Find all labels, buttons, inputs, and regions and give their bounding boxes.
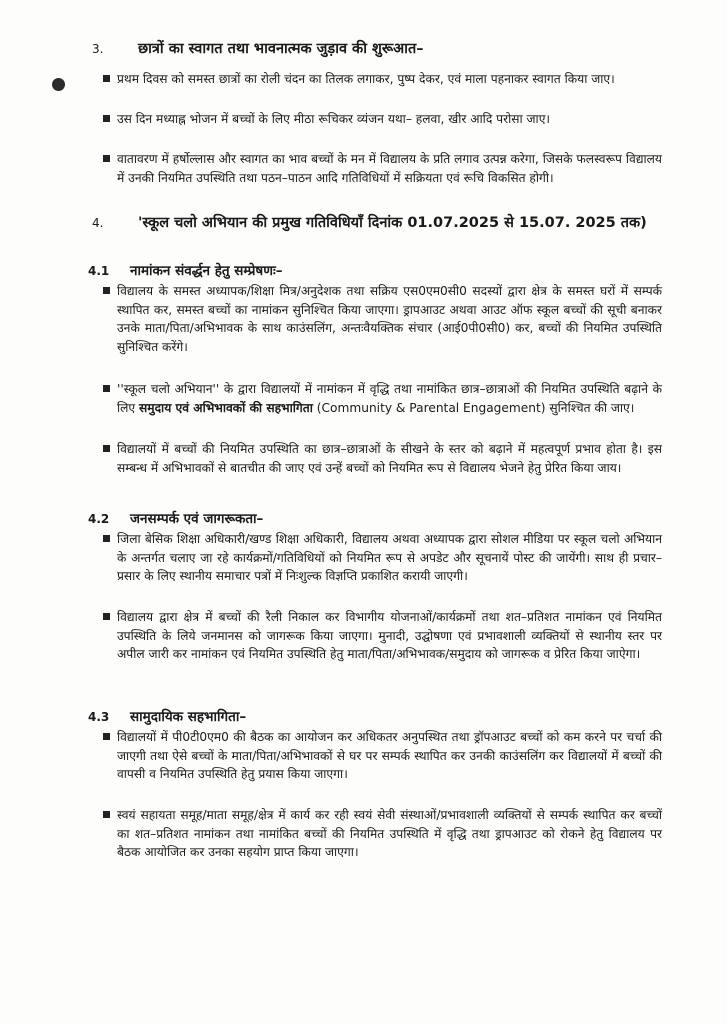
list-item: प्रथम दिवस को समस्त छात्रों का रोली चंदन का तिलक लगाकर, पुष्प देकर, एवं माला पहनाकर स्वागत किया जाए। bbox=[117, 70, 662, 89]
document-page: 3. छात्रों का स्वागत तथा भावनात्मक जुड़ाव की शुरूआत– प्रथम दिवस को समस्त छात्रों का रोली चंदन का तिलक लगाकर, पुष्प देकर, एवं माला पहनाकर स्वागत किया जाए। उस दिन मध्याह्न भोजन में बच्चों के लिए मीठा रूचिकर व्यंजन यथा– हलवा, खीर आदि परोसा जाए। वातावरण में हर्षोल्लास और स्वागत का भाव बच्चों के मन में विद्यालय के प्रति लगाव उत्पन्न करेगा, जिसके फलस्वरूप विद्यालय में उनकी नियमित उपस्थिति तथा पठन–पाठन आदि गतिविधियों में सक्रियता एवं रूचि विकसित होगी। 4. 'स्कूल चलो अभियान की प्रमुख गतिविधियाँ दिनांक 01.07.2025 से 15.07. 2025 तक) 4.1 नामांकन संवर्द्धन हेतु सम्प्रेषणः– विद्यालय के समस्त अध्यापक/शिक्षा मित्र/अनुदेशक तथा सक्रिय एस0एम0सी0 सदस्यों द्वारा क्षेत्र के समस्त घरों में सम्पर्क स्थापित कर, समस्त बच्चों का नामांकन सुनिश्चित किया जाएगा। ड्रापआउट अथवा आउट ऑफ स्कूल बच्चों की सूची बनाकर उनके माता/पिता/अभिभावक के साथ काउंसलिंग, अन्तःवैयक्तिक संचार (आई0पी0सी0) कर, बच्चों की नियमित उपस्थिति सुनिश्चित करेंगे। ''स्कूल चलो अभियान'' के द्वारा विद्यालयों में नामांकन में वृद्धि तथा नामांकित छात्र–छात्राओं की नियमित उपस्थिति बढ़ाने के लिए समुदाय एवं अभिभावकों की सहभागिता (Community & Parental Engagement) सुनिश्चित की जाए। विद्यालयों में बच्चों की नियमित उपस्थिति का छात्र–छात्राओं के सीखने के स्तर को बढ़ाने में महत्वपूर्ण प्रभाव होता है। इस सम्बन्ध में अभिभावकों से बातचीत की जाए एवं उन्हें बच्चों को नियमित रूप से विद्यालय भेजने हेतु प्रेरित किया जाय। 4.2 जनसम्पर्क एवं जागरूकता– जिला बेसिक शिक्षा अधिकारी/खण्ड शिक्षा अधिकारी, विद्यालय अथवा अध्यापक द्वारा सोशल मीडिया पर स्कूल चलो अभियान के अन्तर्गत चलाए जा रहे कार्यक्रमों/गतिविधियों को नियमित रूप से अपडेट और सूचनायें पोस्ट की जायेंगी। साथ ही प्रचार–प्रसार के लिए स्थानीय समाचार पत्रों में निःशुल्क विज्ञप्ति प्रकाशित करायी जाएगी। विद्यालय द्वारा क्षेत्र में बच्चों की रैली निकाल कर विभागीय योजनाओं/कार्यक्रमों तथा शत–प्रतिशत नामांकन एवं नियमित उपस्थिति के लिये जनमानस को जागरूक किया जाएगा। मुनादी, उद्घोषणा एवं प्रभावशाली व्यक्तियों से स्थानीय स्तर पर अपील जारी कर नामांकन एवं नियमित उपस्थिति हेतु माता/पिता/अभिभावक/समुदाय को जागरूक व प्रेरित किया जाऐगा। 4.3 सामुदायिक सहभागिता– विद्यालयों में पी0टी0एम0 की बैठक का आयोजन कर अधिकतर अनुपस्थित तथा ड्रॉपआउट बच्चों को कम करने पर चर्चा की जाएगी तथा ऐसे बच्चों के माता/पिता/अभिभावकों से घर पर सम्पर्क स्थापित कर उनकी काउंसलिंग कर विद्यालयों में बच्चों की वापसी व नियमित उपस्थिति हेतु प्रयास किया जाएगा। स्वयं सहायता समूह/माता समूह/क्षेत्र में कार्य कर रही स्वयं सेवी संस्थाओं/प्रभावशाली व्यक्तियों से सम्पर्क स्थापित कर बच्चों का शत–प्रतिशत नामांकन तथा नामांकित बच्चों की नियमित उपस्थिति में वृद्धि तथा ड्रापआउट को रोकने हेतु विद्यालय पर बैठक आयोजित कर उनका सहयोग प्राप्त किया जाएगा। bbox=[0, 0, 727, 1024]
bullet-icon bbox=[103, 445, 110, 452]
list-item: विद्यालय द्वारा क्षेत्र में बच्चों की रैली निकाल कर विभागीय योजनाओं/कार्यक्रमों तथा शत–प्रतिशत नामांकन एवं नियमित उपस्थिति के लिये जनमानस को जागरूक किया जाएगा। मुनादी, उद्घोषणा एवं प्रभावशाली व्यक्तियों से स्थानीय स्तर पर अपील जारी कर नामांकन एवं नियमित उपस्थिति हेतु माता/पिता/अभिभावक/समुदाय को जागरूक व प्रेरित किया जाऐगा। bbox=[117, 608, 662, 664]
punch-hole bbox=[52, 78, 65, 91]
bullet-icon bbox=[103, 287, 110, 294]
bullet-icon bbox=[103, 811, 110, 818]
list-item: विद्यालय के समस्त अध्यापक/शिक्षा मित्र/अनुदेशक तथा सक्रिय एस0एम0सी0 सदस्यों द्वारा क्षेत्र के समस्त घरों में सम्पर्क स्थापित कर, समस्त बच्चों का नामांकन सुनिश्चित किया जाएगा। ड्रापआउट अथवा आउट ऑफ स्कूल बच्चों की सूची बनाकर उनके माता/पिता/अभिभावक के साथ काउंसलिंग, अन्तःवैयक्तिक संचार (आई0पी0सी0) कर, बच्चों की नियमित उपस्थिति सुनिश्चित करेंगे। bbox=[117, 282, 662, 356]
list-item: विद्यालयों में बच्चों की नियमित उपस्थिति का छात्र–छात्राओं के सीखने के स्तर को बढ़ाने में महत्वपूर्ण प्रभाव होता है। इस सम्बन्ध में अभिभावकों से बातचीत की जाए एवं उन्हें बच्चों को नियमित रूप से विद्यालय भेजने हेतु प्रेरित किया जाय। bbox=[117, 440, 662, 477]
bullet-icon bbox=[103, 115, 110, 122]
list-item: उस दिन मध्याह्न भोजन में बच्चों के लिए मीठा रूचिकर व्यंजन यथा– हलवा, खीर आदि परोसा जाए। bbox=[117, 110, 662, 129]
section-title: 'स्कूल चलो अभियान की प्रमुख गतिविधियाँ दिनांक 01.07.2025 से 15.07. 2025 तक) bbox=[138, 215, 647, 231]
bullet-icon bbox=[103, 155, 110, 162]
bullet-icon bbox=[103, 75, 110, 82]
list-item: जिला बेसिक शिक्षा अधिकारी/खण्ड शिक्षा अधिकारी, विद्यालय अथवा अध्यापक द्वारा सोशल मीडिया पर स्कूल चलो अभियान के अन्तर्गत चलाए जा रहे कार्यक्रमों/गतिविधियों को नियमित रूप से अपडेट और सूचनायें पोस्ट की जायेंगी। साथ ही प्रचार–प्रसार के लिए स्थानीय समाचार पत्रों में निःशुल्क विज्ञप्ति प्रकाशित करायी जाएगी। bbox=[117, 530, 662, 586]
bullet-icon bbox=[103, 613, 110, 620]
list-item: ''स्कूल चलो अभियान'' के द्वारा विद्यालयों में नामांकन में वृद्धि तथा नामांकित छात्र–छात्राओं की नियमित उपस्थिति बढ़ाने के लिए समुदाय एवं अभिभावकों की सहभागिता (Community & Parental Engagement) सुनिश्चित की जाए। bbox=[117, 380, 662, 417]
list-item: विद्यालयों में पी0टी0एम0 की बैठक का आयोजन कर अधिकतर अनुपस्थित तथा ड्रॉपआउट बच्चों को कम करने पर चर्चा की जाएगी तथा ऐसे बच्चों के माता/पिता/अभिभावकों से घर पर सम्पर्क स्थापित कर उनकी काउंसलिंग कर विद्यालयों में बच्चों की वापसी व नियमित उपस्थिति हेतु प्रयास किया जाएगा। bbox=[117, 728, 662, 784]
bullet-icon bbox=[103, 733, 110, 740]
bullet-icon bbox=[103, 385, 110, 392]
list-item: वातावरण में हर्षोल्लास और स्वागत का भाव बच्चों के मन में विद्यालय के प्रति लगाव उत्पन्न करेगा, जिसके फलस्वरूप विद्यालय में उनकी नियमित उपस्थिति तथा पठन–पाठन आदि गतिविधियों में सक्रियता एवं रूचि विकसित होगी। bbox=[117, 150, 662, 187]
section-title: छात्रों का स्वागत तथा भावनात्मक जुड़ाव की शुरूआत– bbox=[138, 41, 424, 57]
section-number: 4. bbox=[92, 216, 104, 230]
bullet-icon bbox=[103, 535, 110, 542]
section-number: 3. bbox=[92, 42, 104, 56]
list-item: स्वयं सहायता समूह/माता समूह/क्षेत्र में कार्य कर रही स्वयं सेवी संस्थाओं/प्रभावशाली व्यक्तियों से सम्पर्क स्थापित कर बच्चों का शत–प्रतिशत नामांकन तथा नामांकित बच्चों की नियमित उपस्थिति में वृद्धि तथा ड्रापआउट को रोकने हेतु विद्यालय पर बैठक आयोजित कर उनका सहयोग प्राप्त किया जाएगा। bbox=[117, 806, 662, 862]
